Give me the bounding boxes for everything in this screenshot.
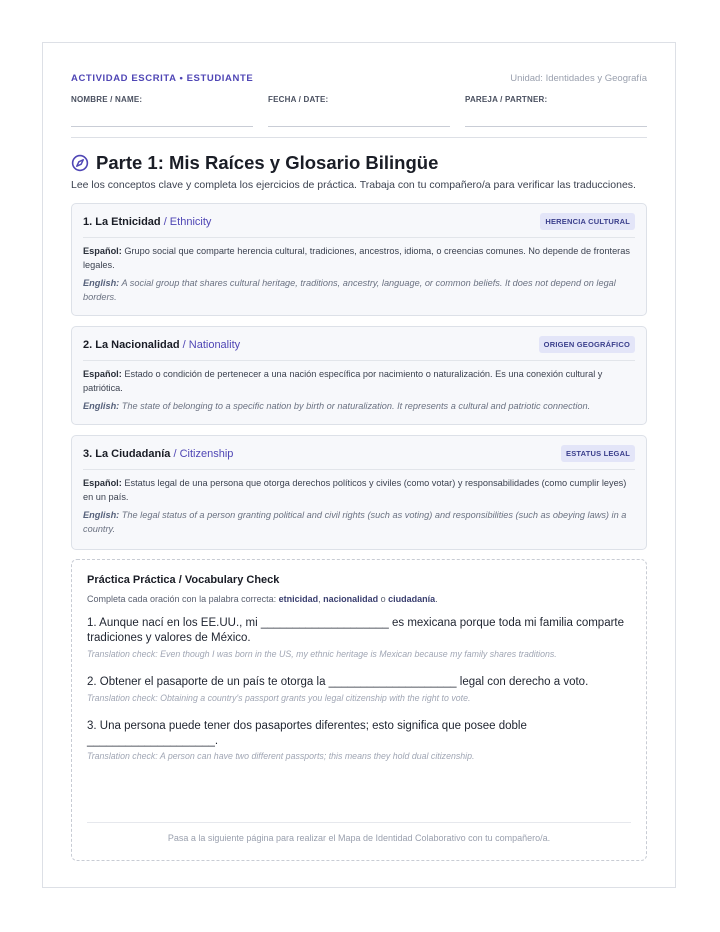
translation-check-2: Translation check: Obtaining a country's passport grants you legal citizenship with the right to vote.	[87, 693, 471, 703]
concept-card-ethnicity	[71, 203, 647, 316]
date-field-label: FECHA / DATE:	[268, 95, 329, 104]
unit-label: Unidad: Identidades y Geografía	[510, 73, 647, 84]
concept-badge: HERENCIA CULTURAL	[540, 213, 635, 230]
word-ciudadania: ciudadanía	[388, 594, 436, 604]
practice-title: Práctica Práctica / Vocabulary Check	[87, 574, 280, 586]
concept-heading	[83, 448, 233, 460]
word-nacionalidad: nacionalidad	[323, 594, 379, 604]
partner-field-line	[465, 126, 647, 127]
concept-term-es: 1. La Etnicidad	[83, 216, 161, 228]
practice-footer-note: Pasa a la siguiente página para realizar el Mapa de Identidad Colaborativo con tu compañero/a.	[167, 833, 551, 843]
practice-footer-rule	[87, 822, 631, 823]
concept-card-nationality	[71, 326, 647, 425]
header-divider	[71, 137, 647, 138]
instruction-text: Completa cada oración con la palabra correcta:	[87, 594, 279, 604]
student-fields	[71, 95, 647, 127]
section-title	[71, 151, 438, 175]
concept-definition-es	[83, 476, 635, 504]
concept-term-en: / Nationality	[179, 339, 241, 351]
en-text: The state of belonging to a specific nation by birth or naturalization. It represents a cultural and patriotic connection.	[119, 401, 591, 411]
concept-card-citizenship	[71, 435, 647, 550]
concept-term-en: / Citizenship	[170, 448, 234, 460]
concept-rule	[83, 237, 635, 238]
partner-field[interactable]	[465, 95, 647, 127]
es-text: Estatus legal de una persona que otorga derechos políticos y civiles (como votar) y responsabilidades (como cumplir leyes) en un país.	[83, 478, 627, 502]
concept-badge: ESTATUS LEGAL	[561, 445, 635, 462]
es-text: Estado o condición de pertenecer a una nación específica por nacimiento o naturalización. Es una conexión cultural y patriótica.	[83, 369, 603, 393]
name-field[interactable]	[71, 95, 253, 127]
en-label: English:	[83, 401, 120, 411]
translation-check-1: Translation check: Even though I was born in the US, my ethnic heritage is Mexican because my family shares traditions.	[87, 649, 557, 659]
es-label: Español:	[83, 478, 122, 488]
en-text: The legal status of a person granting political and civil rights (such as voting) and responsibilities (such as obeying laws) in a country.	[83, 510, 627, 534]
concept-term-es: 2. La Nacionalidad	[83, 339, 180, 351]
concept-definition-es	[83, 244, 635, 272]
practice-question-1[interactable]: 1. Aunque nací en los EE.UU., mi ____________________ es mexicana porque toda mi familia comparte tradiciones y valores de México.	[87, 617, 625, 644]
activity-kicker: ACTIVIDAD ESCRITA • ESTUDIANTE	[71, 73, 254, 84]
instruction-end: .	[435, 594, 438, 604]
concept-heading	[83, 339, 240, 351]
concept-rule	[83, 360, 635, 361]
partner-field-label: PAREJA / PARTNER:	[465, 95, 548, 104]
worksheet-page	[42, 42, 676, 888]
concept-definition-en	[83, 508, 635, 536]
date-field-line	[268, 126, 450, 127]
concept-heading	[83, 216, 211, 228]
es-label: Español:	[83, 369, 122, 379]
compass-icon	[71, 154, 89, 172]
name-field-label: NOMBRE / NAME:	[71, 95, 143, 104]
es-label: Español:	[83, 246, 122, 256]
practice-question-3[interactable]: 3. Una persona puede tener dos pasaportes diferentes; esto significa que posee doble ____________________.	[87, 720, 527, 747]
date-field[interactable]	[268, 95, 450, 127]
concept-definition-es	[83, 367, 635, 395]
en-text: A social group that shares cultural heritage, traditions, ancestry, language, or common beliefs. It does not depend on legal borders.	[83, 278, 616, 302]
instruction-sep: o	[378, 594, 389, 604]
concept-term-es: 3. La Ciudadanía	[83, 448, 171, 460]
en-label: English:	[83, 278, 120, 288]
practice-instruction	[87, 594, 438, 604]
instruction-sep: ,	[318, 594, 324, 604]
concept-definition-en	[83, 399, 635, 413]
concept-rule	[83, 469, 635, 470]
es-text: Grupo social que comparte herencia cultural, tradiciones, ancestros, idioma, o creencias comunes. No depende de fronteras legales.	[83, 246, 630, 270]
practice-box	[71, 559, 647, 861]
concept-badge: ORIGEN GEOGRÁFICO	[539, 336, 635, 353]
name-field-line	[71, 126, 253, 127]
concept-term-en: / Ethnicity	[160, 216, 212, 228]
concept-definition-en	[83, 276, 635, 304]
en-label: English:	[83, 510, 120, 520]
word-etnicidad: etnicidad	[278, 594, 319, 604]
section-lead: Lee los conceptos clave y completa los ejercicios de práctica. Trabaja con tu compañero/a para verificar las traducciones.	[71, 179, 636, 191]
translation-check-3: Translation check: A person can have two different passports; this means they hold dual citizenship.	[87, 751, 475, 761]
section-heading: Parte 1: Mis Raíces y Glosario Bilingüe	[96, 152, 439, 173]
header-row	[71, 73, 647, 87]
practice-question-2[interactable]: 2. Obtener el pasaporte de un país te otorga la ____________________ legal con derecho a voto.	[87, 676, 589, 688]
